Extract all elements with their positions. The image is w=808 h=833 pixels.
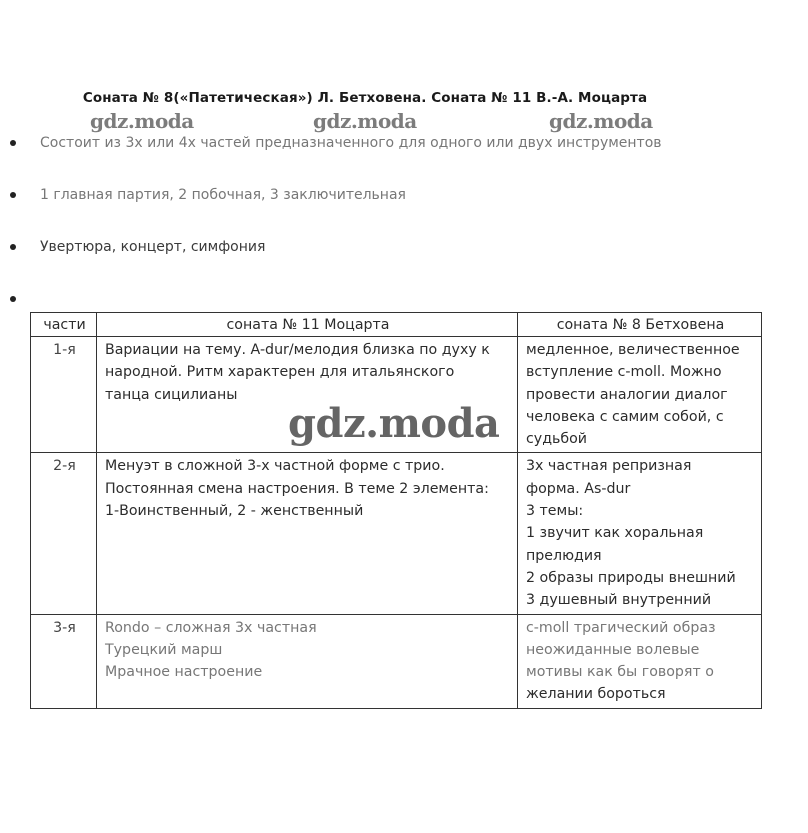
cell-line: человека с самим собой, с (526, 408, 724, 425)
bullet-icon (10, 140, 16, 146)
cell-line: народной. Ритм характерен для итальянского (105, 364, 455, 381)
table-row (31, 453, 762, 614)
watermark-logo-large: gdz.moda (288, 400, 500, 447)
cell-line: 3 душевный внутренний (526, 592, 712, 609)
cell-mozart (97, 453, 518, 614)
sonata-comparison-table (30, 312, 762, 709)
cell-line: Менуэт в сложной 3-х частной форме с трио. (105, 458, 445, 475)
cell-line: танца сицилианы (105, 386, 238, 403)
cell-part: 1-я (31, 337, 97, 453)
cell-line: форма. As-dur (526, 480, 631, 497)
cell-line: медленное, величественное (526, 342, 740, 358)
bullet-icon (10, 296, 16, 302)
cell-line: мотивы как бы говорят о (526, 664, 714, 681)
cell-line: неожиданные волевые (526, 641, 700, 658)
cell-line: желании бороться (526, 686, 666, 703)
list-item-text: Состоит из 3х или 4х частей предназначенного для одного или двух инструментов (40, 135, 662, 151)
watermark-logo: gdz.moda (313, 109, 417, 133)
list-item-text: 1 главная партия, 2 побочная, 3 заключительная (40, 187, 406, 203)
cell-line: Rondo – сложная 3х частная (105, 619, 317, 636)
column-header-part: части (31, 313, 97, 337)
cell-line: Мрачное настроение (105, 664, 263, 681)
cell-line: Постоянная смена настроения. В теме 2 элемента: (105, 480, 489, 497)
bullet-icon (10, 244, 16, 250)
cell-part: 3-я (31, 614, 97, 708)
cell-line: c-moll трагический образ (526, 619, 716, 636)
cell-part: 2-я (31, 453, 97, 614)
table-header-row (31, 313, 762, 337)
list-item-text: Увертюра, концерт, симфония (40, 239, 266, 255)
watermark-logo: gdz.moda (90, 109, 194, 133)
cell-line: 1 звучит как хоральная (526, 525, 704, 542)
cell-mozart (97, 614, 518, 708)
cell-line: Турецкий марш (105, 641, 223, 658)
cell-line: 1-Воинственный, 2 - женственный (105, 503, 364, 520)
cell-line: 3х частная репризная (526, 458, 692, 475)
cell-beethoven (518, 337, 762, 453)
cell-line: Вариации на тему. A-dur/мелодия близка по духу к (105, 342, 490, 358)
cell-line: 2 образы природы внешний (526, 569, 736, 586)
column-header-mozart: соната № 11 Моцарта (97, 313, 518, 337)
cell-line: 3 темы: (526, 503, 584, 520)
page-title: Соната № 8(«Патетическая») Л. Бетховена. Соната № 11 В.-А. Моцарта (82, 90, 648, 106)
cell-line: судьбой (526, 431, 588, 448)
cell-line: прелюдия (526, 547, 602, 564)
cell-line: провести аналогии диалог (526, 386, 728, 403)
column-header-beethoven: соната № 8 Бетховена (518, 313, 762, 337)
cell-beethoven (518, 453, 762, 614)
bullet-icon (10, 192, 16, 198)
cell-line: вступление c-moll. Можно (526, 364, 722, 381)
cell-beethoven (518, 614, 762, 708)
watermark-logo: gdz.moda (549, 109, 653, 133)
table-row (31, 614, 762, 708)
